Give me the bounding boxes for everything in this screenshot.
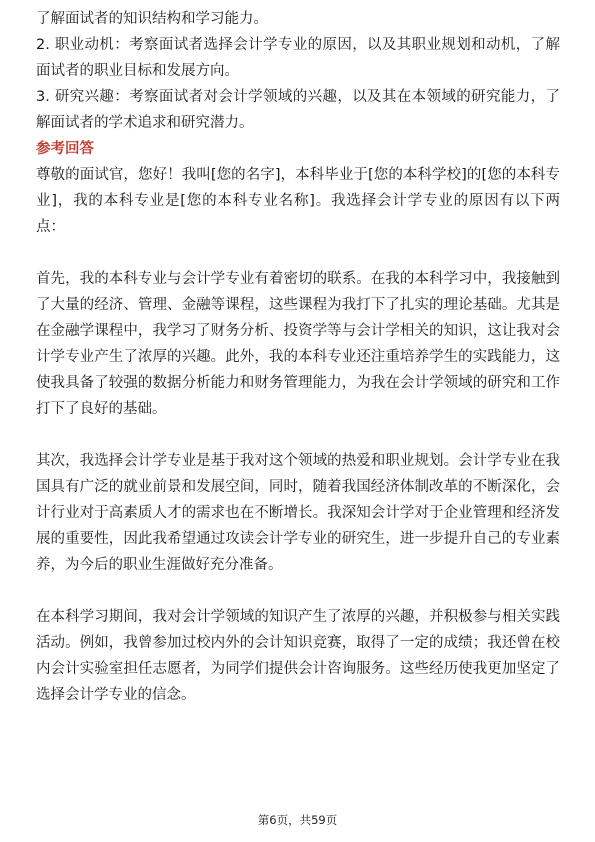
answer-experience-paragraph: 在本科学习期间，我对会计学领域的知识产生了浓厚的兴趣，并积极参与相关实践活动。例如，我曾参加过校内外的会计知识竞赛，取得了一定的成绩；我还曾在校内会计实验室担任志愿者，为同学们提供会计咨询服务。这些经历使我更加坚定了选择会计学专业的信念。 (36, 609, 560, 703)
answer-first-reason-paragraph: 首先，我的本科专业与会计学专业有着密切的联系。在我的本科学习中，我接触到了大量的经济、管理、金融等课程，这些课程为我打下了扎实的理论基础。尤其是在金融学课程中，我学习了财务分析、投资学等与会计学相关的知识，这让我对会计学专业产生了浓厚的兴趣。此外，我的本科专业还注重培养学生的实践能力，这使我具备了较强的数据分析能力和财务管理能力，为我在会计学领域的研究和工作打下了良好的基础。 (36, 271, 560, 417)
intro-tail-text: 了解面试者的知识结构和学习能力。 (36, 11, 268, 27)
paragraph-gap (36, 578, 560, 604)
point-research-interest: 3. 研究兴趣：考察面试者对会计学领域的兴趣，以及其在本领域的研究能力，了解面试者的学术追求和研究潜力。 (36, 89, 560, 131)
point-career-motivation: 2. 职业动机：考察面试者选择会计学专业的原因，以及其职业规划和动机，了解面试者的职业目标和发展方向。 (36, 37, 560, 79)
answer-greeting-paragraph: 尊敬的面试官，您好！我叫[您的名字]，本科毕业于[您的本科学校]的[您的本科专业]，我的本科专业是[您的本科专业名称]。我选择会计学专业的原因有以下两点： (36, 167, 560, 235)
paragraph-gap (36, 240, 560, 266)
document-body (36, 6, 560, 708)
page-number-footer: 第6页，共59页 (257, 813, 338, 827)
answer-heading: 参考回答 (36, 141, 94, 157)
answer-second-reason-paragraph: 其次，我选择会计学专业是基于我对这个领域的热爱和职业规划。会计学专业在我国具有广泛的就业前景和发展空间，同时，随着我国经济体制改革的不断深化，会计行业对于高素质人才的需求也在不断增长。我深知会计学对于企业管理和经济发展的重要性，因此我希望通过攻读会计学专业的研究生，进一步提升自己的专业素养，为今后的职业生涯做好充分准备。 (36, 453, 560, 573)
paragraph-gap (36, 422, 560, 448)
